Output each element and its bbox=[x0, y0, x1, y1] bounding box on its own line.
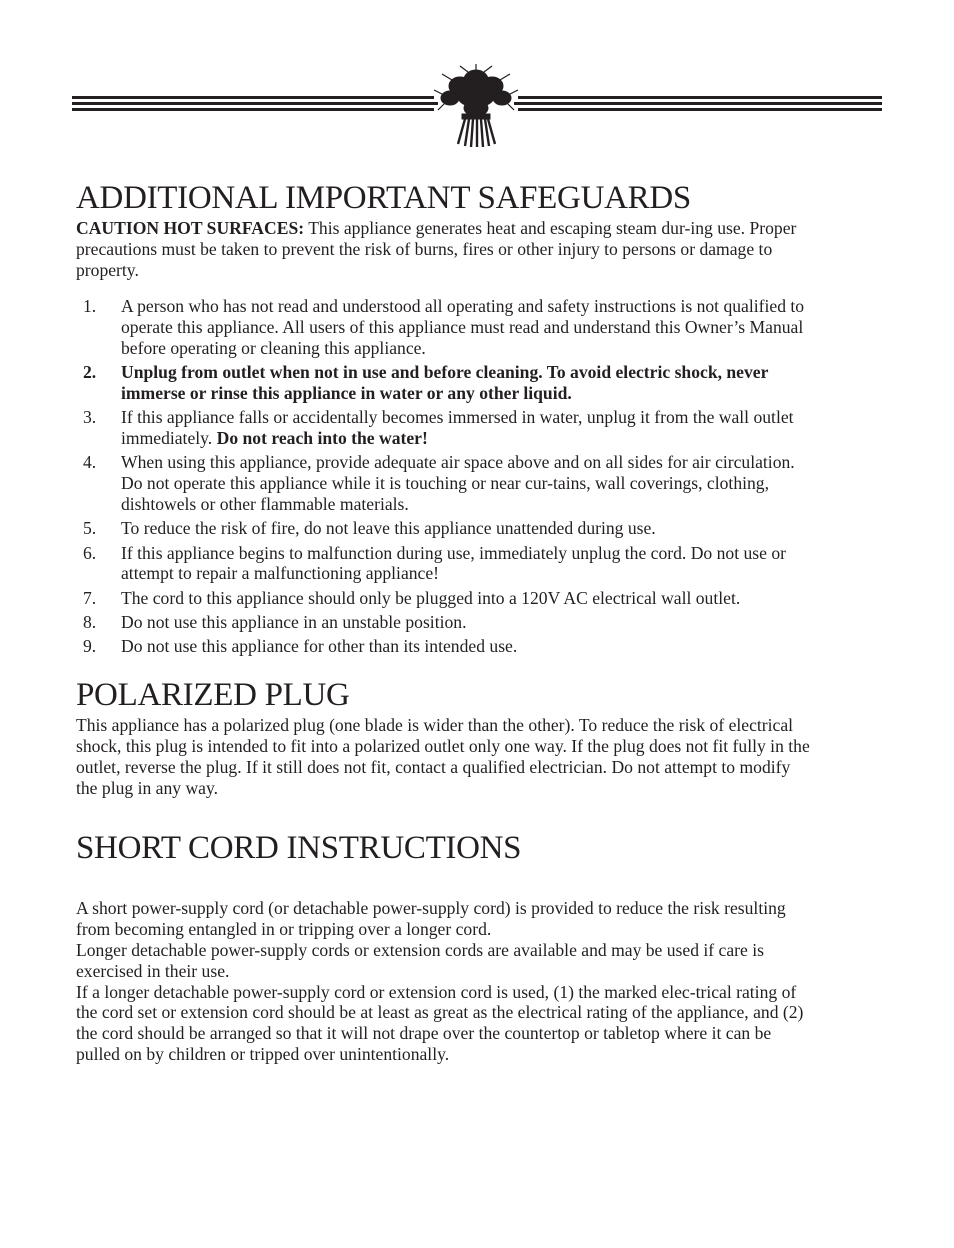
caution-text: This appliance generates heat and escaping steam dur-ing use. Proper precautions must be taken to prevent the risk of burns, fires or other injury to persons or damage to property. bbox=[76, 218, 797, 280]
header-ornament bbox=[72, 64, 882, 150]
item-text: When using this appliance, provide adequate air space above and on all sides for air circulation. Do not operate this appliance while it is touching or near cur-tains, wall coverings, clothing, dishtowels or other flammable materials. bbox=[121, 452, 795, 515]
item-text: Do not use this appliance in an unstable position. bbox=[121, 612, 467, 633]
left-rule bbox=[72, 96, 438, 111]
right-rule bbox=[514, 96, 882, 111]
list-item bbox=[76, 636, 810, 657]
list-item bbox=[76, 296, 810, 358]
item-text: If this appliance begins to malfunction during use, immediately unplug the cord. Do not use or attempt to repair a malfunctioning appliance! bbox=[121, 542, 786, 584]
item-text: Do not use this appliance for other than its intended use. bbox=[121, 636, 518, 657]
wheat-sheaf-icon bbox=[434, 64, 518, 147]
short-cord-body bbox=[76, 898, 810, 1064]
short-cord-paragraph: If a longer detachable power-supply cord or extension cord is used, (1) the marked elec-trical rating of the cord set or extension cord should be at least as great as the electrical rating of the appliance, and (2) the cord should be arranged so that it will not drape over the countertop or tabletop where it can be pulled on by children or tripped over unintentionally. bbox=[76, 981, 804, 1064]
item-text: If this appliance falls or accidentally becomes immersed in water, unplug it from the wall outlet immediately. bbox=[121, 407, 794, 449]
list-item bbox=[76, 407, 810, 449]
item-number: 5. bbox=[83, 518, 97, 539]
item-number: 4. bbox=[83, 452, 97, 473]
item-number: 6. bbox=[83, 542, 97, 563]
safeguards-title: ADDITIONAL IMPORTANT SAFEGUARDS bbox=[76, 180, 691, 216]
item-number: 9. bbox=[83, 636, 97, 657]
list-item bbox=[76, 588, 810, 609]
list-item bbox=[76, 362, 810, 404]
item-number: 8. bbox=[83, 612, 97, 633]
short-cord-title: SHORT CORD INSTRUCTIONS bbox=[76, 830, 522, 867]
short-cord-paragraph: Longer detachable power-supply cords or extension cords are available and may be used if care is exercised in their use. bbox=[76, 939, 764, 981]
list-item bbox=[76, 543, 810, 585]
item-number: 3. bbox=[83, 407, 97, 428]
list-item bbox=[76, 612, 810, 633]
item-text: Unplug from outlet when not in use and before cleaning. To avoid electric shock, never immerse or rinse this appliance in water or any other liquid. bbox=[121, 362, 769, 404]
item-text: To reduce the risk of fire, do not leave this appliance unattended during use. bbox=[121, 518, 656, 539]
list-item bbox=[76, 518, 810, 539]
caution-lead: CAUTION HOT SURFACES: bbox=[76, 218, 305, 238]
item-text: The cord to this appliance should only be plugged into a 120V AC electrical wall outlet. bbox=[121, 587, 741, 608]
polarized-paragraph: This appliance has a polarized plug (one blade is wider than the other). To reduce the risk of electrical shock, this plug is intended to fit into a polarized outlet only one way. If the plug does not fit fully in the outlet, reverse the plug. If it still does not fit, contact a qualified electrician. Do not attempt to modify the plug in any way. bbox=[76, 715, 810, 798]
short-cord-paragraph: A short power-supply cord (or detachable power-supply cord) is provided to reduce the risk resulting from becoming entangled in or tripping over a longer cord. bbox=[76, 898, 786, 940]
page-content bbox=[76, 178, 810, 1065]
item-number: 2. bbox=[83, 362, 97, 383]
item-emphasis: Do not reach into the water! bbox=[216, 428, 428, 449]
caution-paragraph bbox=[76, 218, 810, 280]
item-number: 7. bbox=[83, 587, 97, 608]
polarized-title: POLARIZED PLUG bbox=[76, 677, 350, 714]
item-number: 1. bbox=[83, 296, 97, 317]
item-text: A person who has not read and understood all operating and safety instructions is not qualified to operate this appliance. All users of this appliance must read and understand this Owner’s Manual before operating or cleaning this appliance. bbox=[121, 296, 805, 358]
safeguards-list bbox=[76, 296, 810, 657]
list-item bbox=[76, 452, 810, 514]
